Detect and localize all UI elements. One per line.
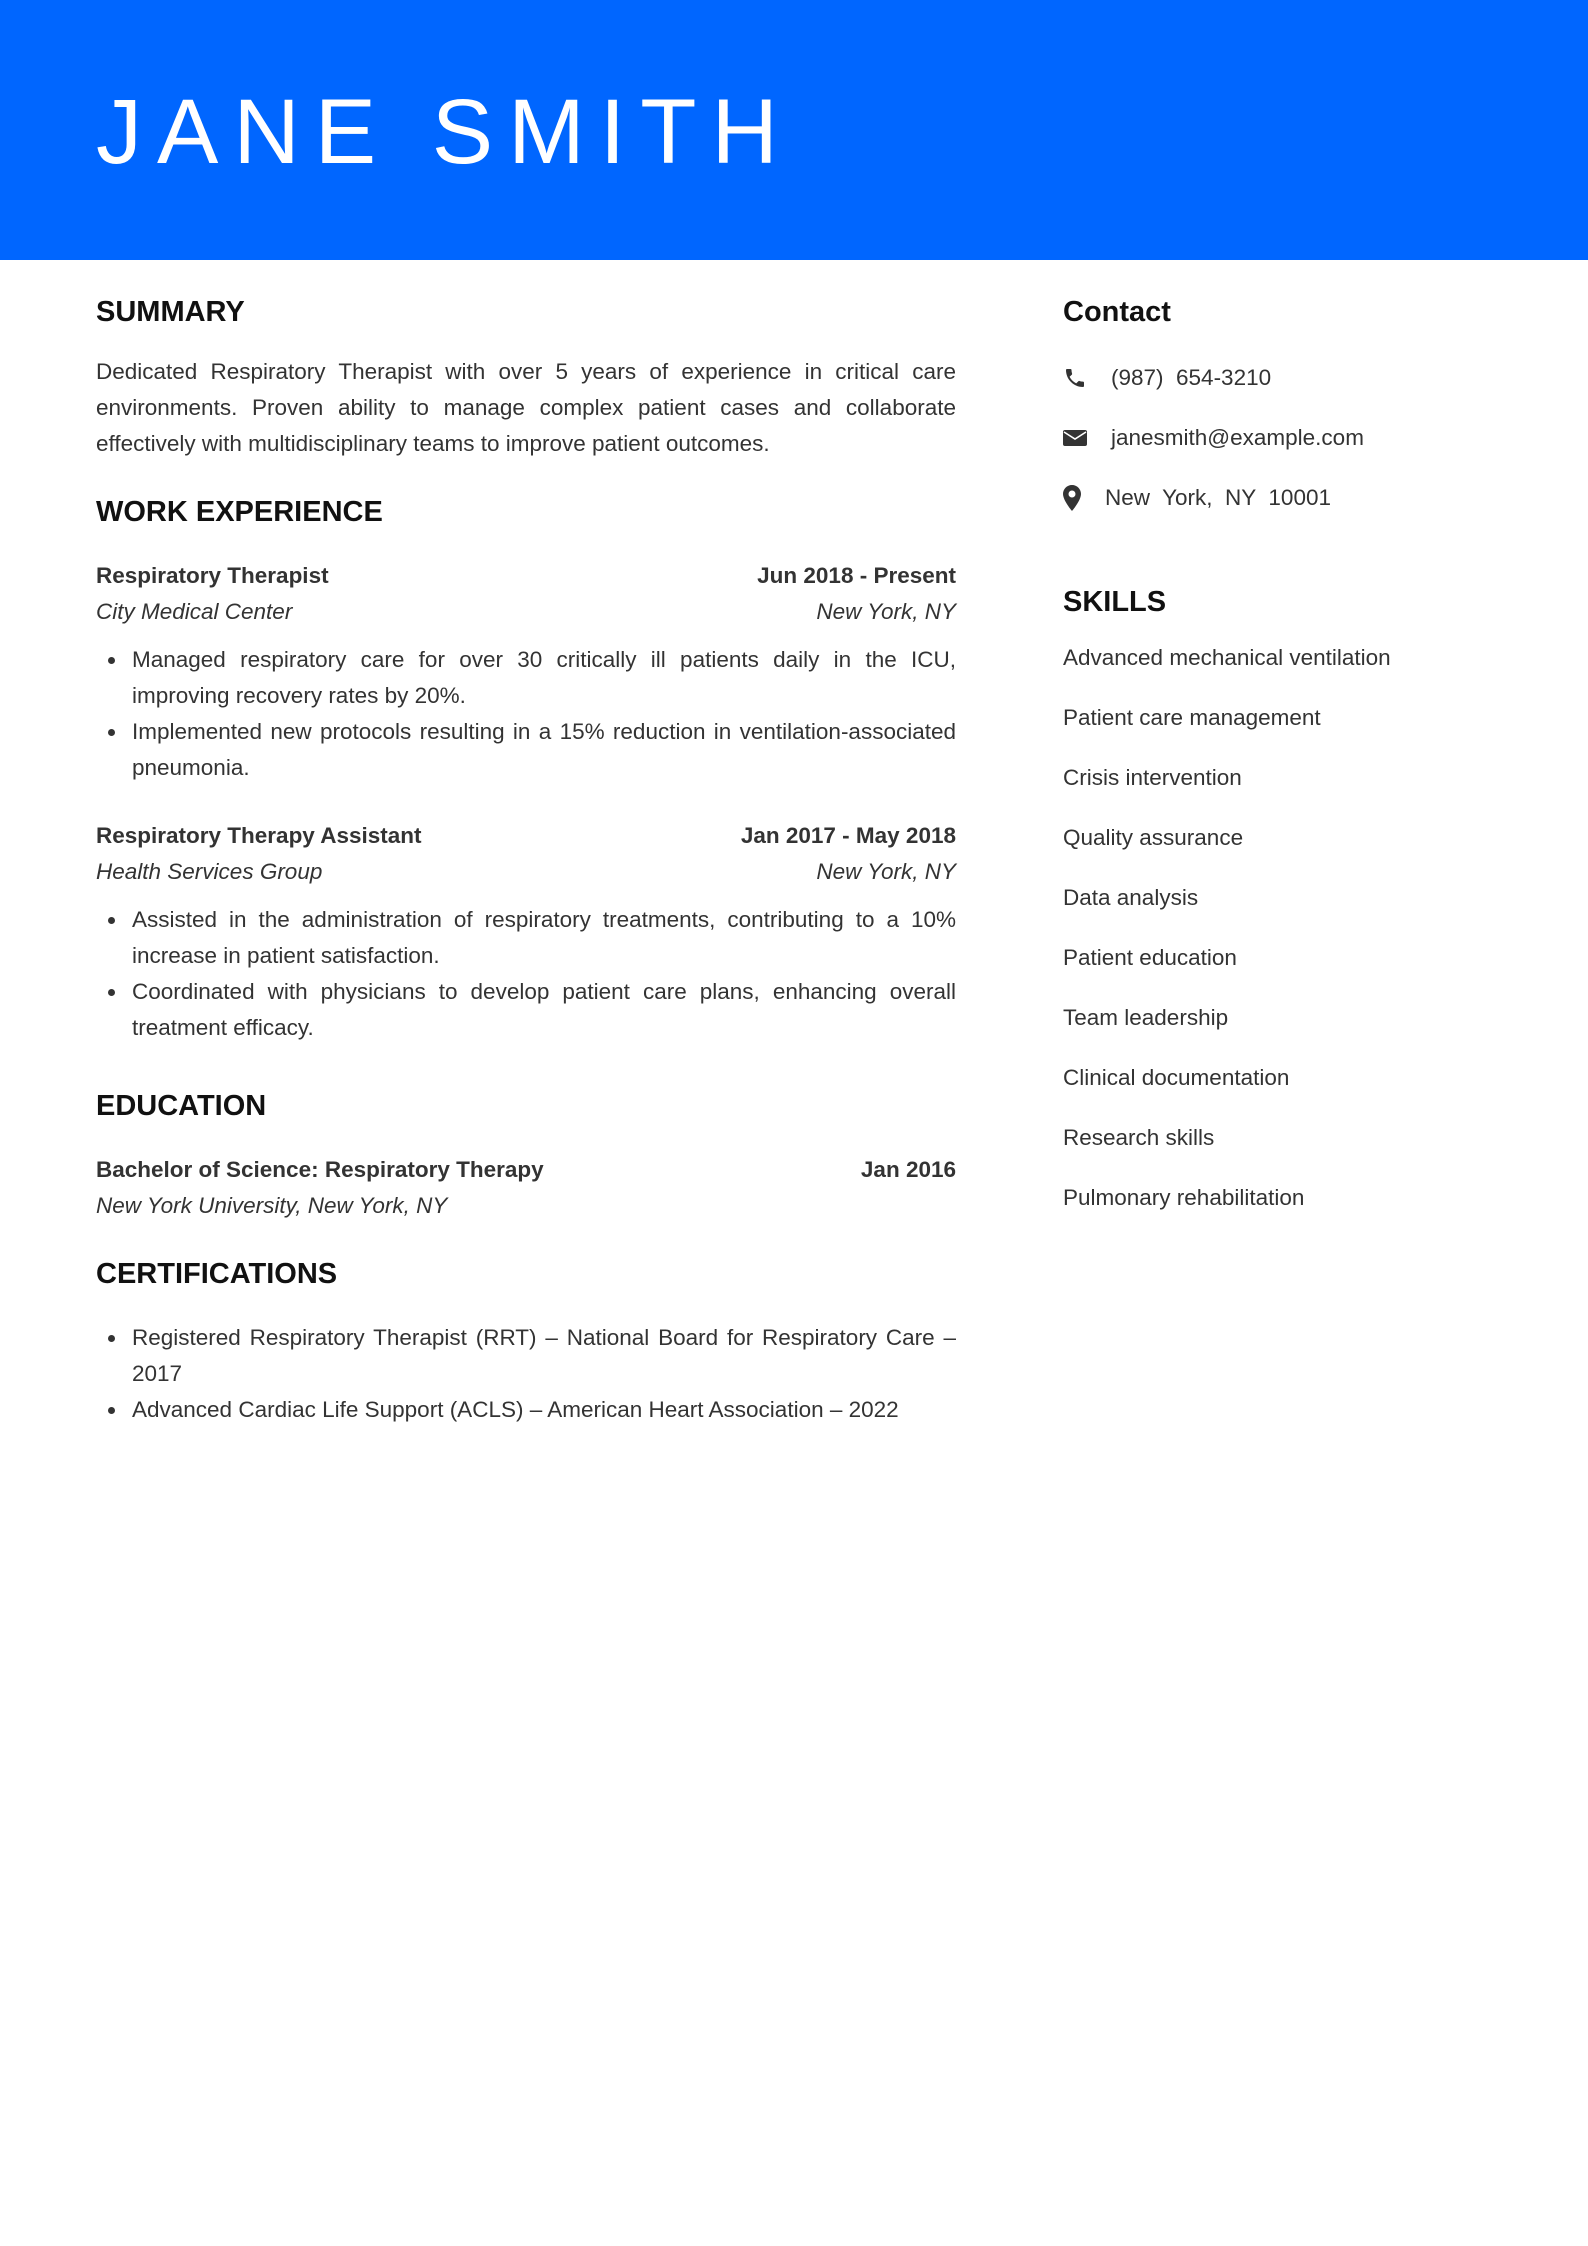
job-entry (96, 558, 956, 786)
skill-item: Research skills (1063, 1125, 1215, 1150)
phone-text[interactable]: (987) 654-3210 (1111, 365, 1272, 390)
location-text: New York, NY 10001 (1105, 485, 1331, 510)
degree: Bachelor of Science: Respiratory Therapy (96, 1157, 544, 1182)
job-bullets (96, 642, 956, 786)
skill-item: Quality assurance (1063, 825, 1244, 850)
job-bullet: Implemented new protocols resulting in a 15% reduction in ventilation-associated pneumonia. (96, 714, 956, 786)
summary-section (96, 290, 956, 462)
summary-heading: SUMMARY (96, 296, 245, 328)
job-company: City Medical Center (96, 599, 293, 624)
summary-text: Dedicated Respiratory Therapist with over 5 years of experience in critical care environments. Proven ability to manage complex patient cases and collaborate effectively with multidisciplinary teams to improve patient outcomes. (96, 359, 956, 456)
skill-item: Clinical documentation (1063, 1065, 1290, 1090)
candidate-name: JANE SMITH (96, 81, 793, 183)
skills-section (1063, 580, 1503, 1240)
certifications-list (96, 1320, 956, 1428)
job-location: New York, NY (816, 599, 956, 624)
certifications-heading: CERTIFICATIONS (96, 1258, 338, 1290)
skills-heading: SKILLS (1063, 586, 1167, 618)
experience-heading: WORK EXPERIENCE (96, 496, 383, 528)
skill-item: Team leadership (1063, 1005, 1229, 1030)
skill-item: Data analysis (1063, 885, 1199, 910)
certification-item: Registered Respiratory Therapist (RRT) – National Board for Respiratory Care – 2017 (96, 1320, 956, 1392)
contact-heading: Contact (1063, 296, 1171, 328)
job-dates: Jan 2017 - May 2018 (740, 823, 956, 848)
education-date: Jan 2016 (860, 1157, 956, 1182)
contact-email (1063, 408, 1503, 468)
skill-item: Patient care management (1063, 705, 1321, 730)
education-section (96, 1084, 956, 1224)
main-column (96, 290, 956, 1428)
education-heading: EDUCATION (96, 1090, 267, 1122)
skills-list (1063, 640, 1503, 1240)
email-text[interactable]: janesmith@example.com (1111, 425, 1364, 450)
job-location: New York, NY (816, 859, 956, 884)
job-bullet: Managed respiratory care for over 30 critically ill patients daily in the ICU, improving recovery rates by 20%. (96, 642, 956, 714)
contact-phone (1063, 348, 1503, 408)
job-bullets (96, 902, 956, 1046)
sidebar-column (1063, 290, 1503, 1240)
job-bullet: Coordinated with physicians to develop patient care plans, enhancing overall treatment efficacy. (96, 974, 956, 1046)
contact-location (1063, 468, 1503, 528)
school: New York University, New York, NY (96, 1193, 448, 1218)
envelope-icon (1063, 428, 1111, 448)
experience-section (96, 490, 956, 1046)
job-title: Respiratory Therapist (96, 563, 329, 588)
skill-item: Patient education (1063, 945, 1237, 970)
header-banner (0, 0, 1588, 260)
map-marker-icon (1063, 485, 1105, 511)
skill-item: Advanced mechanical ventilation (1063, 645, 1391, 670)
phone-icon (1063, 366, 1111, 390)
job-company: Health Services Group (96, 859, 323, 884)
skill-item: Pulmonary rehabilitation (1063, 1185, 1305, 1210)
skill-item: Crisis intervention (1063, 765, 1242, 790)
certifications-section (96, 1252, 956, 1428)
contact-section (1063, 290, 1503, 528)
job-dates: Jun 2018 - Present (757, 563, 956, 588)
job-title: Respiratory Therapy Assistant (96, 823, 422, 848)
certification-item: Advanced Cardiac Life Support (ACLS) – American Heart Association – 2022 (96, 1392, 956, 1428)
job-entry (96, 818, 956, 1046)
job-bullet: Assisted in the administration of respiratory treatments, contributing to a 10% increase in patient satisfaction. (96, 902, 956, 974)
